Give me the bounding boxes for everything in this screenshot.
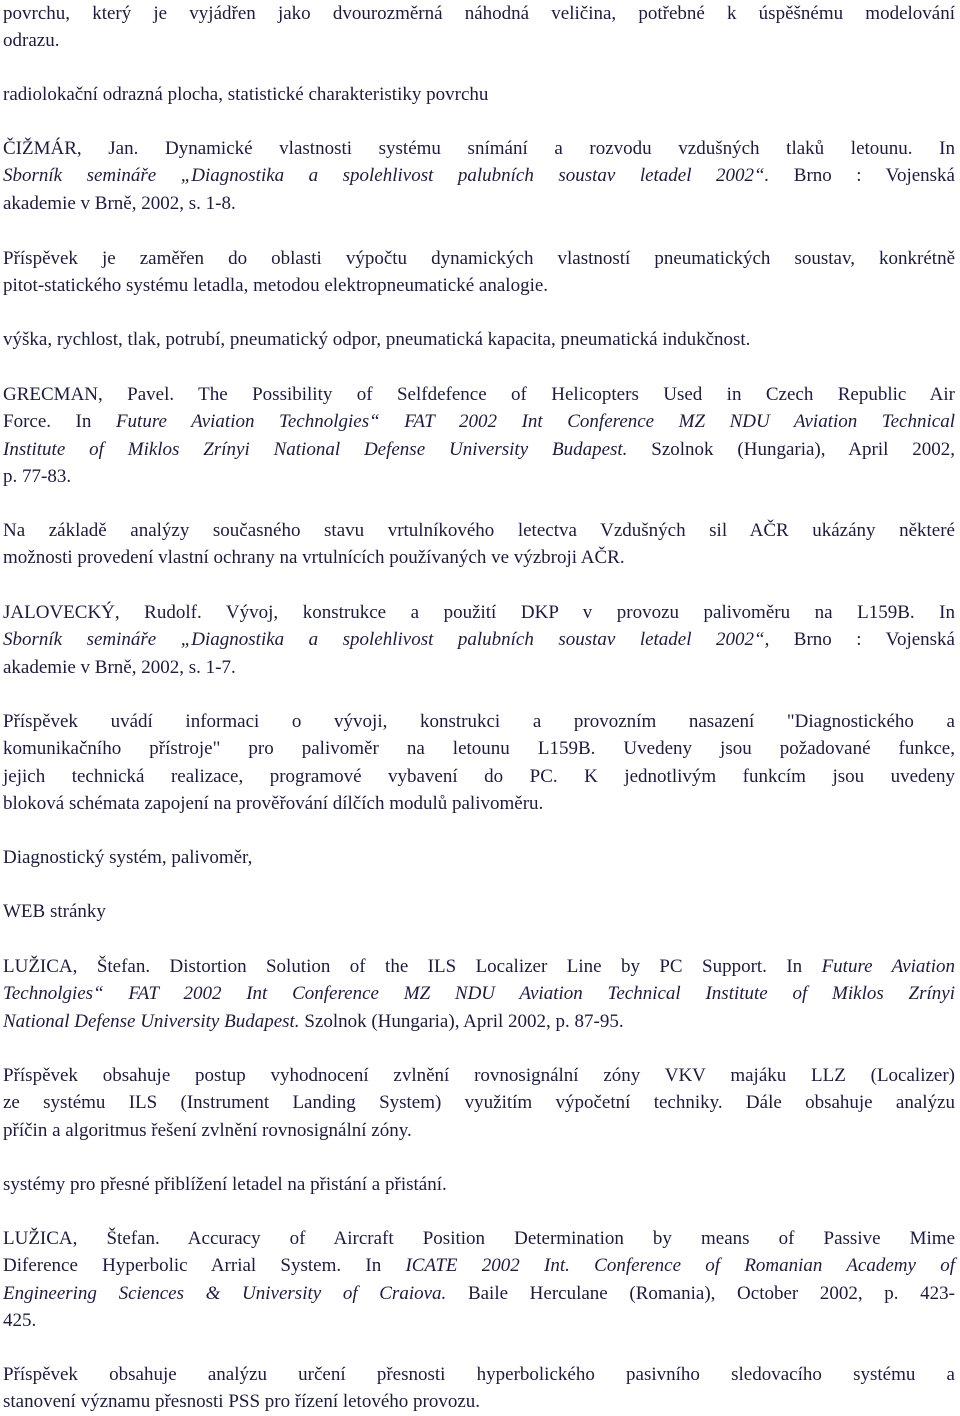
text-line: Na základě analýzy současného stavu vrtulníkového letectva Vzdušných sil AČR ukázány některé xyxy=(3,520,955,541)
citation-line xyxy=(3,1008,955,1035)
text-line: ze systému ILS (Instrument Landing System) využitím výpočetní techniky. Dále obsahuje analýzu xyxy=(3,1092,955,1114)
text-line: Příspěvek obsahuje postup vyhodnocení zvlnění rovnosignální zóny VKV majáku LLZ (Localizer) xyxy=(3,1065,955,1086)
text-line: radiolokační odrazná plocha, statistické charakteristiky povrchu xyxy=(3,84,489,105)
text-line: povrchu, který je vyjádřen jako dvourozměrná náhodná veličina, potřebné k úspěšnému modelování xyxy=(3,3,955,24)
text-line: WEB stránky xyxy=(3,901,106,922)
citation-entry xyxy=(3,135,955,217)
citation-line: LUŽICA, Štefan. Accuracy of Aircraft Position Determination by means of Passive Mime xyxy=(3,1228,955,1249)
text-line: systémy pro přesné přiblížení letadel na přistání a přistání. xyxy=(3,1174,447,1195)
text-line: výška, rychlost, tlak, potrubí, pneumatický odpor, pneumatická kapacita, pneumatická indukčnost. xyxy=(3,329,751,350)
citation-line: JALOVECKÝ, Rudolf. Vývoj, konstrukce a použití DKP v provozu palivoměru na L159B. In xyxy=(3,602,955,623)
keywords-line xyxy=(3,898,955,925)
citation-line: p. 77-83. xyxy=(3,465,72,487)
source-title: National Defense University Budapest. xyxy=(3,1010,300,1032)
publisher-text: Baile Herculane (Romania), October 2002, p. 423- xyxy=(446,1282,955,1304)
citation-entry xyxy=(3,953,955,1035)
text-line: pitot-statického systému letadla, metodou elektropneumatické analogie. xyxy=(3,275,549,297)
abstract-paragraph xyxy=(3,245,955,300)
citation-line xyxy=(3,1252,955,1279)
citation-line xyxy=(3,1280,955,1307)
publisher-text: Szolnok (Hungaria), April 2002, p. 87-95. xyxy=(299,1010,624,1032)
citation-line xyxy=(3,436,955,463)
citation-line: GRECMAN, Pavel. The Possibility of Selfdefence of Helicopters Used in Czech Republic Air xyxy=(3,384,955,405)
abstract-paragraph xyxy=(3,1361,955,1416)
citation-line xyxy=(3,626,955,653)
text-line: Příspěvek uvádí informaci o vývoji, konstrukci a provozním nasazení "Diagnostického a xyxy=(3,711,955,732)
abstract-paragraph xyxy=(3,517,955,572)
source-title: Institute of Miklos Zrínyi National Defense University Budapest. xyxy=(3,438,628,460)
source-title: Future Aviation xyxy=(821,956,955,977)
text-line: bloková schémata zapojení na prověřování dílčích modulů palivoměru. xyxy=(3,792,544,814)
citation-text: Diference Hyperbolic Arrial System. In xyxy=(3,1255,406,1277)
citation-text: Force. In xyxy=(3,411,116,433)
source-title: Engineering Sciences & University of Craiova. xyxy=(3,1282,447,1304)
text-line: komunikačního přístroje" pro palivoměr na letounu L159B. Uvedeny jsou požadované funkce, xyxy=(3,738,955,760)
citation-line xyxy=(3,162,955,189)
citation-text: LUŽICA, Štefan. Distortion Solution of the ILS Localizer Line by PC Support. In xyxy=(3,956,822,977)
citation-line: akademie v Brně, 2002, s. 1-8. xyxy=(3,192,236,214)
text-line: Diagnostický systém, palivoměr, xyxy=(3,847,253,868)
text-line: Příspěvek obsahuje analýzu určení přesnosti hyperbolického pasivního sledovacího systému a xyxy=(3,1364,955,1385)
text-line: stanovení významu přesnosti PSS pro řízení letového provozu. xyxy=(3,1391,481,1413)
source-title: Future Aviation Technolgies“ FAT 2002 Int Conference MZ NDU Aviation Technical xyxy=(115,411,955,433)
abstract-paragraph xyxy=(3,708,955,817)
text-line: Příspěvek je zaměřen do oblasti výpočtu dynamických vlastností pneumatických soustav, konkrétně xyxy=(3,248,955,269)
citation-line xyxy=(3,408,955,435)
citation-line: 425. xyxy=(3,1309,37,1331)
text-line: možnosti provedení vlastní ochrany na vrtulnících používaných ve výzbroji AČR. xyxy=(3,547,625,569)
source-title: ICATE 2002 Int. Conference of Romanian Academy of xyxy=(405,1255,955,1277)
abstract-paragraph xyxy=(3,1062,955,1144)
publisher-text: Brno : Vojenská xyxy=(769,165,955,187)
keywords-line xyxy=(3,1171,955,1198)
citation-line xyxy=(3,953,955,980)
citation-entry xyxy=(3,599,955,681)
keywords-line xyxy=(3,844,955,871)
citation-line: akademie v Brně, 2002, s. 1-7. xyxy=(3,656,236,678)
publisher-text: Szolnok (Hungaria), April 2002, xyxy=(627,438,955,460)
publisher-text: , Brno : Vojenská xyxy=(764,629,955,651)
text-line: odrazu. xyxy=(3,30,60,52)
abstract-paragraph xyxy=(3,0,955,55)
citation-entry xyxy=(3,381,955,490)
source-title: Sborník semináře „Diagnostika a spolehlivost palubních soustav letadel 2002“. xyxy=(3,165,770,187)
citation-line: Technolgies“ FAT 2002 Int Conference MZ NDU Aviation Technical Institute of Miklos Zrínyi xyxy=(3,983,955,1005)
keywords-line xyxy=(3,326,955,353)
text-line: příčin a algoritmus řešení zvlnění rovnosignální zóny. xyxy=(3,1119,412,1141)
keywords-line xyxy=(3,81,955,108)
citation-entry xyxy=(3,1225,955,1334)
citation-line: ČIŽMÁR, Jan. Dynamické vlastnosti systému snímání a rozvodu vzdušných tlaků letounu. In xyxy=(3,138,955,159)
text-line: jejich technická realizace, programové vybavení do PC. K jednotlivým funkcím jsou uvedeny xyxy=(3,765,955,787)
source-title: Sborník semináře „Diagnostika a spolehlivost palubních soustav letadel 2002“ xyxy=(3,629,765,651)
